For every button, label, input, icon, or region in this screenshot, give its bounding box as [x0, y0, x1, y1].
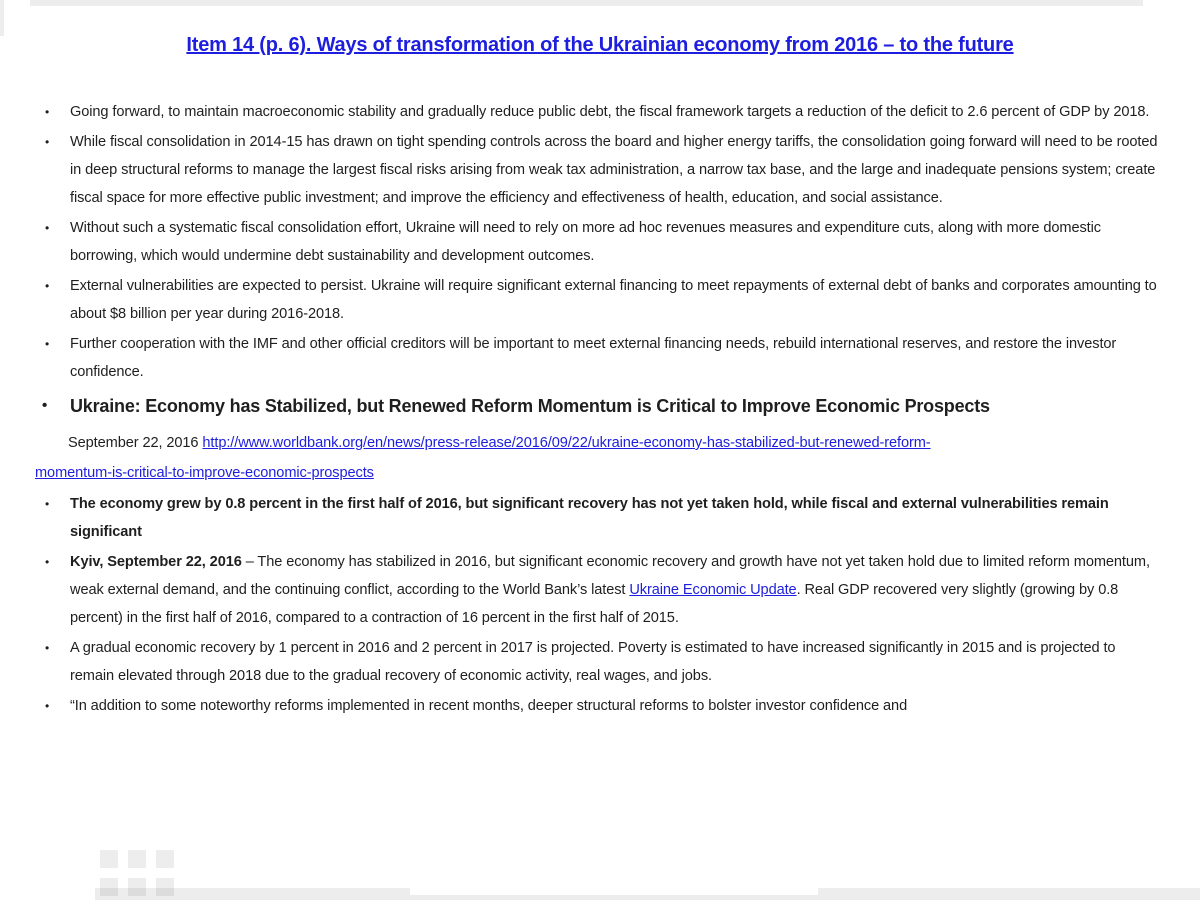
slide-content — [0, 98, 1200, 720]
bullet-marker: • — [42, 397, 48, 414]
press-release-url-link-part2[interactable]: momentum-is-critical-to-improve-economic-prospects — [35, 465, 374, 481]
bullet-fiscal-framework — [0, 98, 1200, 126]
bullet-marker: • — [45, 279, 50, 293]
scan-artifact-bottom-edge-left — [95, 888, 410, 900]
text-segment: . Real GDP recovered very slightly (growing by 0.8 percent) in the first half of 2016, compared to a contraction of 16 percent in the first half of 2015. — [70, 582, 1119, 626]
text-segment: While fiscal consolidation in 2014-15 has drawn on tight spending controls across the board and higher energy tariffs, the consolidation going forward will need to be rooted in deep structural reforms to manage the largest fiscal risks arising from weak tax administration, a narrow tax base, and the large and inadequate pensions system; create fiscal space for more effective public investment; and improve the efficiency and effectiveness of health, education, and social assistance. — [70, 134, 1158, 206]
text-segment: September 22, 2016 — [68, 435, 203, 451]
bullet-gradual-recovery — [0, 634, 1200, 690]
scan-artifact-bottom-edge-middle — [410, 895, 818, 900]
bullet-marker: • — [45, 699, 50, 713]
text-segment: Further cooperation with the IMF and other official creditors will be important to meet external financing needs, rebuild international reserves, and restore the investor confidence. — [70, 336, 1117, 380]
text-segment: Without such a systematic fiscal consolidation effort, Ukraine will need to rely on more ad hoc revenues measures and expenditure cuts, along with more domestic borrowing, which would undermine debt sustainability and development outcomes. — [70, 220, 1101, 264]
scan-artifact-left-edge — [0, 0, 4, 36]
line-press-release-date-url — [0, 428, 1200, 488]
bullet-marker: • — [45, 105, 50, 119]
bullet-external-vulnerabilities — [0, 272, 1200, 328]
press-release-url-link-part1[interactable]: http://www.worldbank.org/en/news/press-release/2016/09/22/ukraine-economy-has-stabilized-but-renewed-reform- — [202, 435, 931, 451]
bullet-in-addition-quote — [0, 692, 1200, 720]
page-title[interactable]: Item 14 (p. 6). Ways of transformation of the Ukrainian economy from 2016 – to the future — [186, 34, 1014, 56]
bullet-kyiv-statement — [0, 548, 1200, 632]
scan-artifact-top-edge — [30, 0, 1143, 6]
text-segment: External vulnerabilities are expected to persist. Ukraine will require significant external financing to meet repayments of external debt of banks and corporates amounting to about $8 billion per year during 2016-2018. — [70, 278, 1157, 322]
heading-worldbank-press-release — [0, 390, 1200, 422]
bullet-economy-grew — [0, 490, 1200, 546]
bullet-systematic-consolidation — [0, 214, 1200, 270]
bullet-marker: • — [45, 337, 50, 351]
text-segment: Going forward, to maintain macroeconomic stability and gradually reduce public debt, the fiscal framework targets a reduction of the deficit to 2.6 percent of GDP by 2018. — [70, 104, 1150, 120]
bullet-marker: • — [45, 641, 50, 655]
text-segment: “In addition to some noteworthy reforms implemented in recent months, deeper structural reforms to bolster investor confidence and — [70, 698, 908, 714]
bullet-marker: • — [45, 221, 50, 235]
ukraine-economic-update-link[interactable]: Ukraine Economic Update — [629, 582, 797, 598]
bullet-marker: • — [45, 135, 50, 149]
scan-artifact-square — [100, 850, 118, 868]
scan-artifact-square — [128, 850, 146, 868]
bullet-fiscal-consolidation — [0, 128, 1200, 212]
text-segment: A gradual economic recovery by 1 percent in 2016 and 2 percent in 2017 is projected. Poverty is estimated to have increased significantly in 2015 and is projected to remain elevated through 2018 due to the gradual recovery of economic activity, real wages, and jobs. — [70, 640, 1116, 684]
bullet-marker: • — [45, 555, 50, 569]
text-segment: – The economy has stabilized in 2016, but significant economic recovery and growth have not yet taken hold due to limited reform momentum, weak external demand, and the continuing conflict, according to the World Bank’s latest — [70, 554, 1150, 598]
bullet-marker: • — [45, 497, 50, 511]
scan-artifact-bottom-edge-right — [818, 888, 1200, 900]
scan-artifact-square — [156, 850, 174, 868]
text-segment: The economy grew by 0.8 percent in the first half of 2016, but significant recovery has not yet taken hold, while fiscal and external vulnerabilities remain significant — [70, 496, 1109, 540]
text-segment: Kyiv, September 22, 2016 — [70, 554, 242, 570]
bullet-imf-cooperation — [0, 330, 1200, 386]
text-segment: Ukraine: Economy has Stabilized, but Renewed Reform Momentum is Critical to Improve Economic Prospects — [70, 396, 990, 416]
